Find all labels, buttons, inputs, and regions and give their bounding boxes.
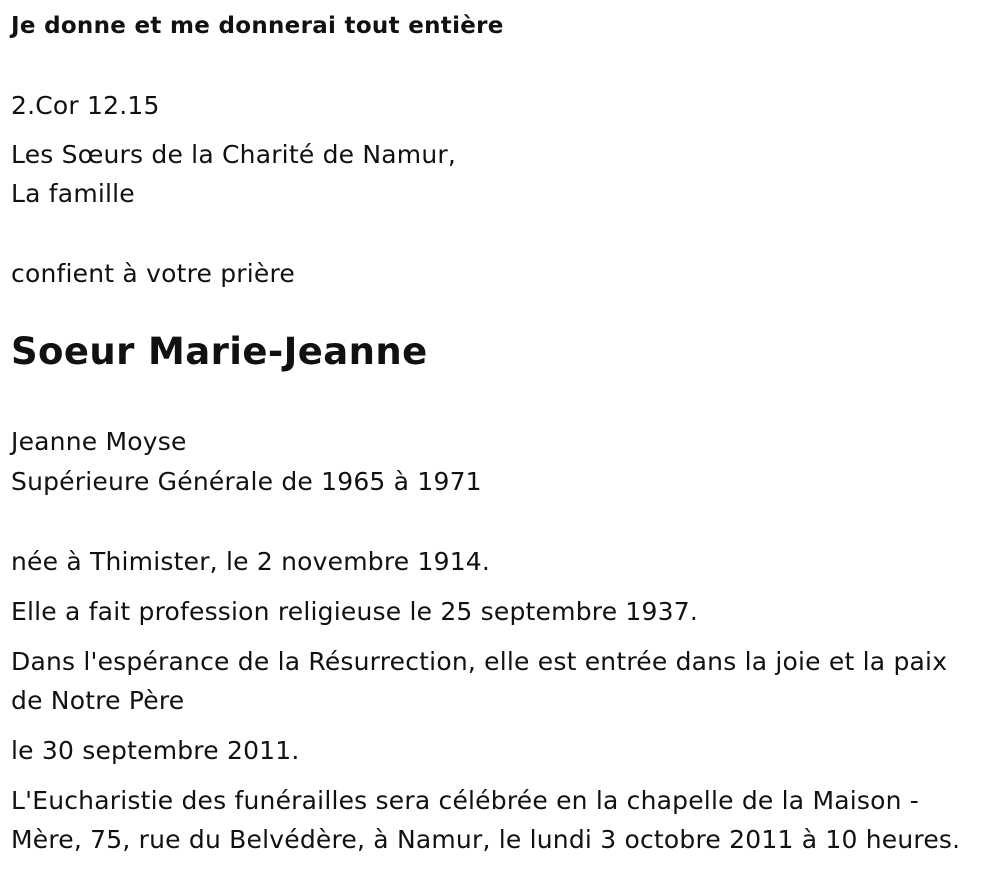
scripture-reference: 2.Cor 12.15 [11, 91, 160, 120]
birth-line: née à Thimister, le 2 novembre 1914. [11, 547, 491, 576]
funeral-line: Mère, 75, rue du Belvédère, à Namur, le lundi 3 octobre 2011 à 10 heures. [11, 825, 961, 854]
sender-line: La famille [11, 179, 135, 208]
death-line: de Notre Père [11, 686, 185, 715]
sender-line: Les Sœurs de la Charité de Namur, [11, 140, 457, 169]
role-line: Supérieure Générale de 1965 à 1971 [11, 467, 482, 496]
deceased-name: Soeur Marie-Jeanne [11, 330, 428, 373]
civil-name: Jeanne Moyse [11, 427, 187, 456]
funeral-line: L'Eucharistie des funérailles sera célébrée en la chapelle de la Maison - [11, 786, 920, 815]
death-date: le 30 septembre 2011. [11, 736, 300, 765]
intro-text: confient à votre prière [11, 259, 296, 288]
death-line: Dans l'espérance de la Résurrection, elle est entrée dans la joie et la paix [11, 647, 948, 676]
profession-line: Elle a fait profession religieuse le 25 septembre 1937. [11, 597, 698, 626]
motto: Je donne et me donnerai tout entière [11, 13, 504, 39]
